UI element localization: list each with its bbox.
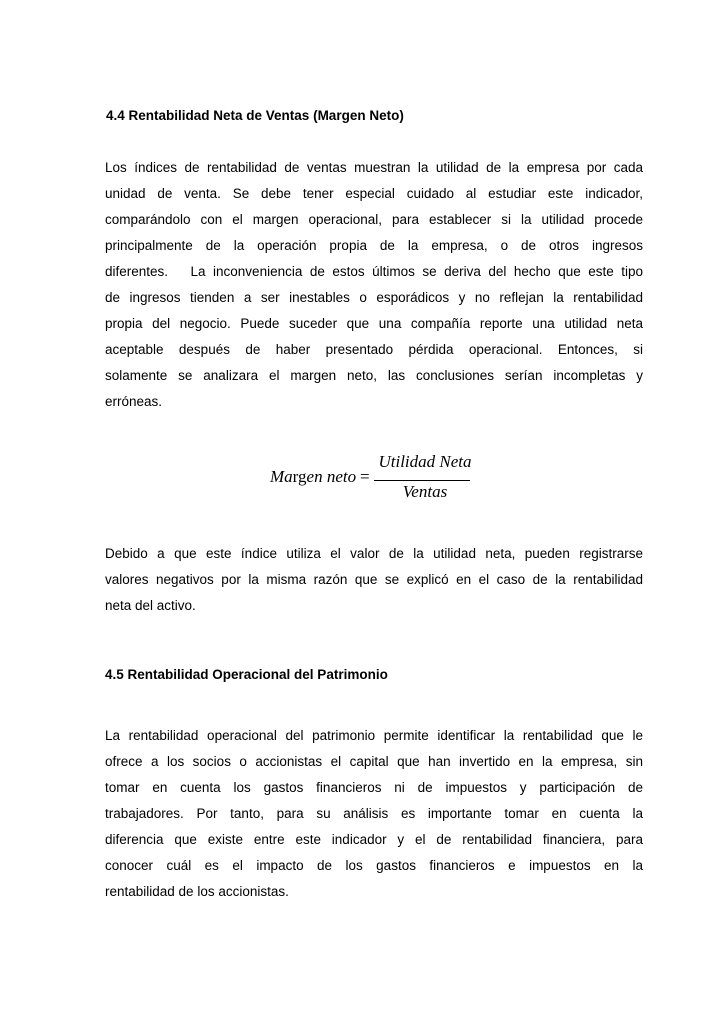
- formula-denominator: Ventas: [402, 482, 448, 501]
- text-line: rentabilidad de los accionistas.: [105, 884, 289, 899]
- text-line: comparándolo con el margen operacional, para establecer si la utilidad procede: [105, 212, 643, 227]
- text-line: diferentes. La inconveniencia de estos últimos se deriva del hecho que este tipo: [105, 264, 643, 279]
- section-heading-4-4: 4.4 Rentabilidad Neta de Ventas (Margen Neto): [106, 108, 404, 123]
- paragraph-margen-neto-intro: [105, 155, 643, 415]
- formula-lhs-part: Ma: [270, 467, 293, 486]
- text-line: unidad de venta. Se debe tener especial cuidado al estudiar este indicador,: [105, 186, 643, 201]
- text-line: principalmente de la operación propia de la empresa, o de otros ingresos: [105, 238, 643, 253]
- formula-margen-neto: [270, 452, 490, 516]
- formula-lhs-part: rg: [292, 467, 307, 486]
- text-line: diferencia que existe entre este indicador y el de rentabilidad financiera, para: [105, 832, 643, 847]
- text-line: ofrece a los socios o accionistas el capital que han invertido en la empresa, sin: [105, 754, 643, 769]
- text-line: valores negativos por la misma razón que se explicó en el caso de la rentabilidad: [105, 572, 643, 587]
- formula-equals-sign: =: [360, 467, 370, 486]
- paragraph-valores-negativos: [105, 541, 643, 619]
- text-line: erróneas.: [105, 394, 163, 409]
- text-line: Debido a que este índice utiliza el valor de la utilidad neta, pueden registrarse: [105, 546, 643, 561]
- text-line: tomar en cuenta los gastos financieros ni de impuestos y participación de: [105, 780, 643, 795]
- text-line: de ingresos tienden a ser inestables o esporádicos y no reflejan la rentabilidad: [105, 290, 643, 305]
- formula-lhs: [270, 467, 356, 487]
- text-line: aceptable después de haber presentado pérdida operacional. Entonces, si: [105, 342, 643, 357]
- text-line: Los índices de rentabilidad de ventas muestran la utilidad de la empresa por cada: [105, 160, 643, 175]
- formula-lhs-part: en neto: [306, 467, 357, 486]
- text-line: propia del negocio. Puede suceder que una compañía reporte una utilidad neta: [105, 316, 643, 331]
- formula-fraction-bar: [374, 480, 470, 481]
- text-line: solamente se analizara el margen neto, las conclusiones serían incompletas y: [105, 368, 643, 383]
- formula-numerator: Utilidad Neta: [378, 452, 472, 471]
- text-line: La rentabilidad operacional del patrimonio permite identificar la rentabilidad que le: [105, 728, 643, 743]
- paragraph-rentabilidad-operacional: [105, 723, 643, 905]
- section-heading-4-5: 4.5 Rentabilidad Operacional del Patrimonio: [105, 667, 388, 682]
- text-line: trabajadores. Por tanto, para su análisis es importante tomar en cuenta la: [105, 806, 643, 821]
- text-line: conocer cuál es el impacto de los gastos financieros e impuestos en la: [105, 858, 643, 873]
- text-line: neta del activo.: [105, 598, 196, 613]
